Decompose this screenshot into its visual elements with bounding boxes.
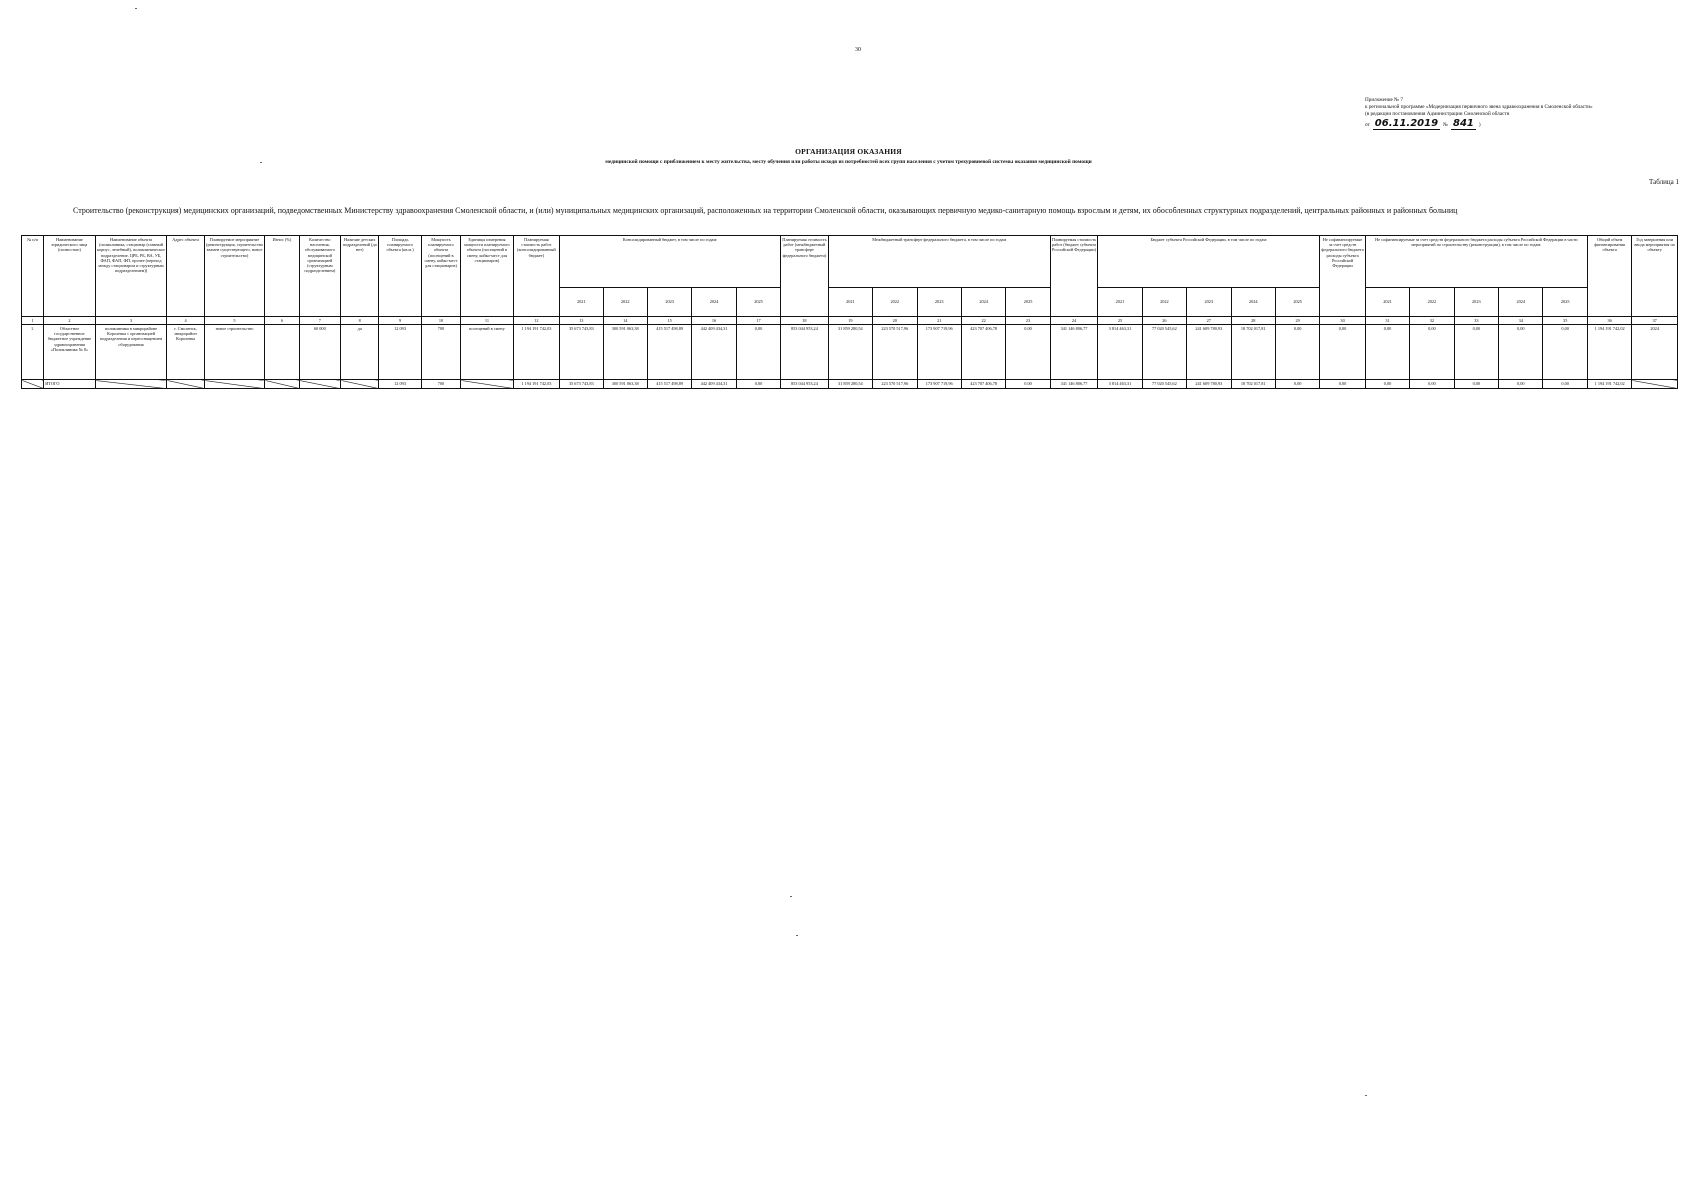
appendix-line-3: (в редакции постановления Администрации Смоленской области bbox=[1365, 111, 1510, 118]
total-regional-2021: 3 814 463,31 bbox=[1098, 380, 1142, 389]
scan-speck bbox=[135, 8, 137, 9]
header-group-nonco: Не софинансируемые за счет средств федерального бюджета расходы субъекта Российской Федерации в части мероприятий по строительству (реконструкции), в том числе по годам: bbox=[1365, 236, 1587, 288]
column-number: 25 bbox=[1098, 317, 1142, 325]
column-number: 20 bbox=[873, 317, 917, 325]
row-consolidated-2022: 300 591 063,38 bbox=[603, 325, 647, 380]
header-year: 2022 bbox=[873, 288, 917, 317]
column-number: 19 bbox=[828, 317, 872, 325]
row-regional-2025: 0,00 bbox=[1275, 325, 1319, 380]
total-consolidated-2025: 0,00 bbox=[736, 380, 780, 389]
total-slash-cell bbox=[461, 380, 514, 389]
column-number: 4 bbox=[167, 317, 204, 325]
header-year: 2023 bbox=[1187, 288, 1231, 317]
row-consolidated-2021: 35 673 743,83 bbox=[560, 325, 603, 380]
column-number: 5 bbox=[204, 317, 265, 325]
row-cost-regional: 341 146 806,77 bbox=[1050, 325, 1097, 380]
row-federal-2024: 423 707 406,78 bbox=[961, 325, 1005, 380]
row-nonco-2022: 0,00 bbox=[1410, 325, 1454, 380]
header-cost-federal: Планируемая стоимость работ (межбюджетный трансферт федерального бюджета) bbox=[781, 236, 828, 317]
row-wear bbox=[265, 325, 299, 380]
column-number: 11 bbox=[461, 317, 514, 325]
row-consolidated-2023: 415 517 498,89 bbox=[647, 325, 691, 380]
total-regional-2023: 241 609 780,93 bbox=[1187, 380, 1231, 389]
row-consolidated-2024: 442 409 434,31 bbox=[692, 325, 736, 380]
header-children: Наличие детских подразделений (да нет) bbox=[341, 236, 379, 317]
header-area: Площадь планируемого объекта (кв.м.) bbox=[379, 236, 421, 317]
row-population: 60 000 bbox=[299, 325, 340, 380]
financing-table bbox=[21, 235, 1678, 389]
total-regional-2025: 0,00 bbox=[1275, 380, 1319, 389]
column-number: 22 bbox=[961, 317, 1005, 325]
column-number: 15 bbox=[647, 317, 691, 325]
header-year: 2024 bbox=[1231, 288, 1275, 317]
handwritten-date: 06.11.2019 bbox=[1374, 117, 1439, 129]
column-number: 33 bbox=[1454, 317, 1498, 325]
column-number: 8 bbox=[341, 317, 379, 325]
row-object: поликлиника в микрорайоне Королевка с организацией подразделения и переоснащением оборудования bbox=[95, 325, 167, 380]
row-nonco-2023: 0,00 bbox=[1454, 325, 1498, 380]
scan-speck bbox=[260, 162, 262, 163]
header-year: 2022 bbox=[1410, 288, 1454, 317]
column-number: 3 bbox=[95, 317, 167, 325]
table-row bbox=[22, 325, 1678, 380]
column-number: 37 bbox=[1632, 317, 1678, 325]
header-year: 2024 bbox=[1499, 288, 1543, 317]
header-year: 2022 bbox=[603, 288, 647, 317]
header-year: 2021 bbox=[828, 288, 872, 317]
total-federal-2022: 223 570 517,96 bbox=[873, 380, 917, 389]
total-row bbox=[22, 380, 1678, 389]
header-group-regional: Бюджет субъекта Российской Федерации, в том числе по годам: bbox=[1098, 236, 1320, 288]
number-prefix: № bbox=[1443, 121, 1449, 128]
row-federal-2025: 0,00 bbox=[1006, 325, 1050, 380]
total-slash-cell bbox=[341, 380, 379, 389]
row-children: да bbox=[341, 325, 379, 380]
column-number: 23 bbox=[1006, 317, 1050, 325]
row-consolidated-2025: 0,00 bbox=[736, 325, 780, 380]
row-nonco-2024: 0,00 bbox=[1499, 325, 1543, 380]
row-regional-2023: 241 609 780,93 bbox=[1187, 325, 1231, 380]
row-federal-2022: 223 570 517,96 bbox=[873, 325, 917, 380]
column-number-row bbox=[22, 317, 1678, 325]
scan-speck bbox=[1365, 1095, 1367, 1096]
appendix-block bbox=[1365, 97, 1685, 130]
column-number: 27 bbox=[1187, 317, 1231, 325]
appendix-date-line bbox=[1365, 119, 1685, 130]
column-number: 24 bbox=[1050, 317, 1097, 325]
column-number: 9 bbox=[379, 317, 421, 325]
row-unit: посещений в смену bbox=[461, 325, 514, 380]
row-measure: новое строительство bbox=[204, 325, 265, 380]
total-federal-2025: 0,00 bbox=[1006, 380, 1050, 389]
row-no: 1. bbox=[22, 325, 44, 380]
total-consolidated-2024: 442 409 434,31 bbox=[692, 380, 736, 389]
total-slash-cell bbox=[299, 380, 340, 389]
row-regional-2024: 18 702 017,81 bbox=[1231, 325, 1275, 380]
column-number: 21 bbox=[917, 317, 961, 325]
table-caption: Строительство (реконструкция) медицинских организаций, подведомственных Министерству здравоохранения Смоленской области, и (или) муниципальных медицинских организаций, расположенных на территории Смоленской области, оказывающих первичную медико-санитарную помощь взрослым и детям, их обособленных структурных подразделений, центральных районных и районных больниц bbox=[73, 206, 1458, 215]
total-area: 12 093 bbox=[379, 380, 421, 389]
row-address: г. Смоленск, микрорайон Королевка bbox=[167, 325, 204, 380]
row-regional-2021: 3 814 463,31 bbox=[1098, 325, 1142, 380]
header-year: 2023 bbox=[917, 288, 961, 317]
column-number: 29 bbox=[1275, 317, 1319, 325]
column-number: 1 bbox=[22, 317, 44, 325]
column-number: 18 bbox=[781, 317, 828, 325]
header-unit: Единицы измерения мощности планируемого объекта (посещений в смену, койко-мест для стационаров) bbox=[461, 236, 514, 317]
column-number: 13 bbox=[560, 317, 603, 325]
header-cost-consolidated: Планируемая стоимость работ (консолидированный бюджет) bbox=[513, 236, 559, 317]
column-number: 34 bbox=[1499, 317, 1543, 325]
handwritten-number: 841 bbox=[1453, 117, 1474, 129]
total-regional-2024: 18 702 017,81 bbox=[1231, 380, 1275, 389]
header-group-federal: Межбюджетный трансферт федерального бюджета, в том числе по годам bbox=[828, 236, 1050, 288]
row-cost-federal: 853 044 953,24 bbox=[781, 325, 828, 380]
column-number: 10 bbox=[421, 317, 460, 325]
header-year: 2022 bbox=[1142, 288, 1186, 317]
header-entity: Наименование юридического лица (полностью) bbox=[44, 236, 95, 317]
scan-speck bbox=[790, 896, 792, 897]
total-nonco-2025: 0,00 bbox=[1543, 380, 1587, 389]
header-no: № п/п bbox=[22, 236, 44, 317]
header-population: Количество населения, обслуживаемого медицинской организацией (структурным подразделением) bbox=[299, 236, 340, 317]
document-title: ОРГАНИЗАЦИЯ ОКАЗАНИЯ bbox=[795, 147, 902, 156]
table-label: Таблица 1 bbox=[1649, 178, 1679, 186]
row-regional-2022: 77 020 545,62 bbox=[1142, 325, 1186, 380]
column-number: 16 bbox=[692, 317, 736, 325]
row-entity: Областное государственное бюджетное учреждение здравоохранения «Поликлиника № 8» bbox=[44, 325, 95, 380]
header-wear: Износ (%) bbox=[265, 236, 299, 317]
row-federal-2023: 173 907 719,96 bbox=[917, 325, 961, 380]
header-nonco: Не софинансируемые за счет средств федерального бюджета расходы субъекта Российской Федерации bbox=[1320, 236, 1365, 317]
header-object: Наименование объекта (поликлиника, стационар (главный корпус, лечебный), поликлиническое подразделение, ЦРБ, РБ, ВА, УБ, ФАП, ФАП, ФП, прочее (переход между стационаром и структурным подразделением)) bbox=[95, 236, 167, 317]
header-capacity: Мощность планируемого объекта (посещений в смену, койко-мест для стационаров) bbox=[421, 236, 460, 317]
row-nonco: 0,00 bbox=[1320, 325, 1365, 380]
column-number: 36 bbox=[1587, 317, 1631, 325]
column-number: 7 bbox=[299, 317, 340, 325]
header-year: 2025 bbox=[1543, 288, 1587, 317]
row-nonco-2021: 0,00 bbox=[1365, 325, 1409, 380]
scan-speck bbox=[796, 935, 798, 936]
row-capacity: 700 bbox=[421, 325, 460, 380]
total-slash-cell bbox=[22, 380, 44, 389]
column-number: 26 bbox=[1142, 317, 1186, 325]
column-number: 6 bbox=[265, 317, 299, 325]
row-year-end: 2024 bbox=[1632, 325, 1678, 380]
column-number: 17 bbox=[736, 317, 780, 325]
total-label: ИТОГО bbox=[44, 380, 95, 389]
total-consolidated-2021: 35 673 743,83 bbox=[560, 380, 603, 389]
total-nonco-2023: 0,00 bbox=[1454, 380, 1498, 389]
total-consolidated-2022: 300 591 063,38 bbox=[603, 380, 647, 389]
appendix-line-1: Приложение № 7 bbox=[1365, 97, 1403, 103]
header-year: 2024 bbox=[692, 288, 736, 317]
date-prefix: от bbox=[1365, 121, 1370, 128]
document-subtitle: медицинской помощи с приближением к месту жительства, месту обучения или работы исходя из потребностей всех групп населения с учетом трехуровневой системы оказания медицинской помощи bbox=[605, 159, 1092, 165]
total-slash-cell bbox=[204, 380, 265, 389]
row-cost-consolidated: 1 194 191 742,03 bbox=[513, 325, 559, 380]
header-total: Общий объем финансирования объекта bbox=[1587, 236, 1631, 317]
total-capacity: 700 bbox=[421, 380, 460, 389]
total-cost-federal: 853 044 953,24 bbox=[781, 380, 828, 389]
column-number: 14 bbox=[603, 317, 647, 325]
total-federal-2024: 423 707 406,78 bbox=[961, 380, 1005, 389]
column-number: 30 bbox=[1320, 317, 1365, 325]
total-slash-cell bbox=[1632, 380, 1678, 389]
column-number: 35 bbox=[1543, 317, 1587, 325]
header-year: 2025 bbox=[736, 288, 780, 317]
total-federal-2021: 31 859 280,54 bbox=[828, 380, 872, 389]
total-nonco-2021: 0,00 bbox=[1365, 380, 1409, 389]
total-consolidated-2023: 415 517 498,89 bbox=[647, 380, 691, 389]
row-federal-2021: 31 859 280,54 bbox=[828, 325, 872, 380]
header-year: 2025 bbox=[1006, 288, 1050, 317]
header-year: 2021 bbox=[1098, 288, 1142, 317]
total-nonco: 0,00 bbox=[1320, 380, 1365, 389]
header-group-consolidated: Консолидированный бюджет, в том числе по годам: bbox=[560, 236, 781, 288]
total-nonco-2024: 0,00 bbox=[1499, 380, 1543, 389]
row-total: 1 194 191 742,02 bbox=[1587, 325, 1631, 380]
column-number: 2 bbox=[44, 317, 95, 325]
appendix-line-2: к региональной программе «Модернизация первичного звена здравоохранения в Смоленской области» bbox=[1365, 104, 1593, 111]
column-number: 12 bbox=[513, 317, 559, 325]
column-number: 31 bbox=[1365, 317, 1409, 325]
header-year: 2025 bbox=[1275, 288, 1319, 317]
header-year: 2021 bbox=[560, 288, 603, 317]
header-year: 2023 bbox=[1454, 288, 1498, 317]
header-year: 2024 bbox=[961, 288, 1005, 317]
total-cost-regional: 341 146 806,77 bbox=[1050, 380, 1097, 389]
column-number: 32 bbox=[1410, 317, 1454, 325]
header-measure: Планируемое мероприятие (реконструкция, строительство взамен существующего, новое строительство) bbox=[204, 236, 265, 317]
total-federal-2023: 173 907 719,96 bbox=[917, 380, 961, 389]
header-address: Адрес объекта bbox=[167, 236, 204, 317]
total-slash-cell bbox=[167, 380, 204, 389]
row-area: 12 093 bbox=[379, 325, 421, 380]
total-total: 1 194 191 742,02 bbox=[1587, 380, 1631, 389]
total-slash-cell bbox=[95, 380, 167, 389]
close-paren: ) bbox=[1478, 121, 1481, 128]
total-nonco-2022: 0,00 bbox=[1410, 380, 1454, 389]
total-regional-2022: 77 020 545,62 bbox=[1142, 380, 1186, 389]
total-cost-consolidated: 1 194 191 742,03 bbox=[513, 380, 559, 389]
row-nonco-2025: 0,00 bbox=[1543, 325, 1587, 380]
header-year: 2021 bbox=[1365, 288, 1409, 317]
total-slash-cell bbox=[265, 380, 299, 389]
header-cost-regional: Планируемая стоимость работ (бюджет субъекта Российской Федерации) bbox=[1050, 236, 1097, 317]
page-number: 30 bbox=[855, 47, 861, 53]
column-number: 28 bbox=[1231, 317, 1275, 325]
header-year: 2023 bbox=[647, 288, 691, 317]
header-year-end: Год завершения или ввода мероприятия по объекту bbox=[1632, 236, 1678, 317]
